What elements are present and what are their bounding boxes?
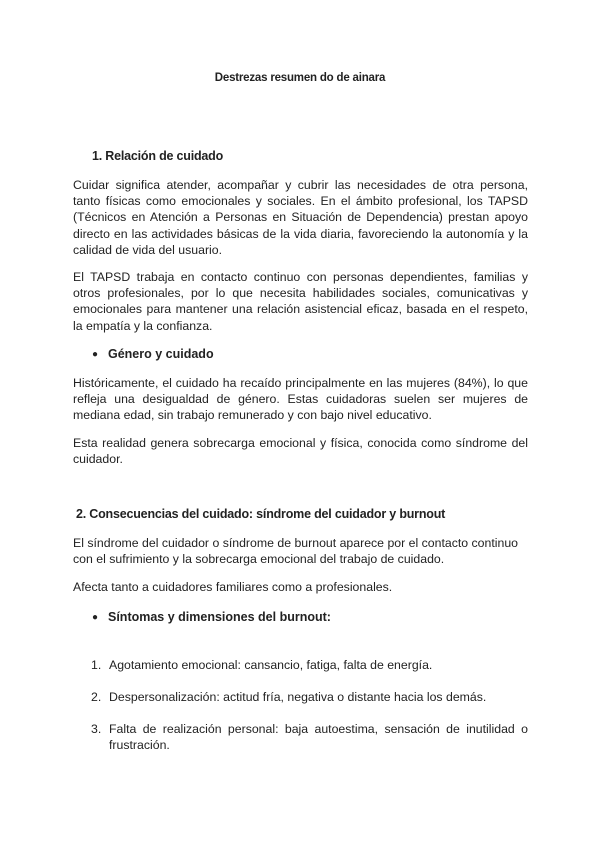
bullet-label: Síntomas y dimensiones del burnout: [108,610,331,624]
gender-care-bullet [92,347,214,361]
document-title: Destrezas resumen do de ainara [214,72,386,84]
section-1-paragraph-1: Cuidar significa atender, acompañar y cubrir las necesidades de otra persona, tanto físicas como emocionales y sociales. En el ámbito profesional, los TAPSD (Técnicos en Atención a Personas en Situación de Dependencia) prestan apoyo directo en las actividades básicas de la vida diaria, favoreciendo la autonomía y la calidad de vida del usuario. [73,178,528,257]
section-1-paragraph-2: El TAPSD trabaja en contacto continuo con personas dependientes, familias y otros profesionales, por lo que necesita habilidades sociales, comunicativas y emocionales para mantener una relación asistencial eficaz, basada en el respeto, la empatía y la confianza. [73,270,528,333]
list-item-number: 3. [91,722,102,736]
bullet-icon: ● [92,349,99,360]
bullet-icon: ● [92,612,99,623]
list-item [91,689,528,705]
section-2-paragraph-2: Afecta tanto a cuidadores familiares como a profesionales. [73,580,393,594]
list-item-number: 2. [91,690,102,704]
section-1-paragraph-4: Esta realidad genera sobrecarga emocional y física, conocida como síndrome del cuidador. [73,436,528,467]
list-item [91,721,528,753]
list-item-text: Despersonalización: actitud fría, negativa o distante hacia los demás. [109,690,487,704]
list-item [91,657,528,673]
section-2-paragraph-1: El síndrome del cuidador o síndrome de burnout aparece por el contacto continuo con el sufrimiento y la sobrecarga emocional del trabajo de cuidado. [73,536,519,567]
burnout-symptoms-bullet [92,610,331,624]
section-1-heading: 1. Relación de cuidado [92,149,224,163]
list-item-number: 1. [91,658,102,672]
bullet-label: Género y cuidado [108,347,214,361]
section-2-heading: 2. Consecuencias del cuidado: síndrome del cuidador y burnout [76,507,446,521]
section-1-paragraph-3: Históricamente, el cuidado ha recaído principalmente en las mujeres (84%), lo que refleja una desigualdad de género. Estas cuidadoras suelen ser mujeres de mediana edad, sin trabajo remunerado y con bajo nivel educativo. [73,376,528,423]
list-item-text: Agotamiento emocional: cansancio, fatiga, falta de energía. [109,658,433,672]
list-item-text: Falta de realización personal: baja autoestima, sensación de inutilidad o frustración. [109,722,528,753]
